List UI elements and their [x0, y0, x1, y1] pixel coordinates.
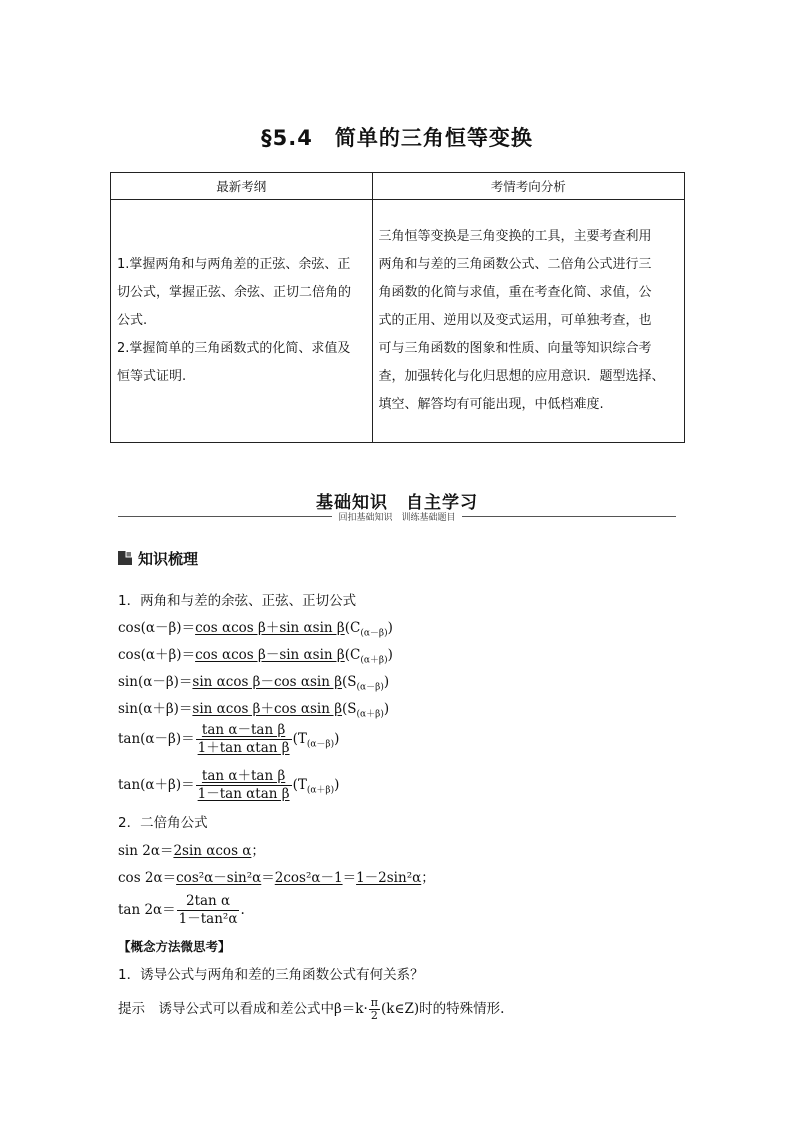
- formula-tan-difference: tan(α－β)＝ $\frac{\text{tan α－tan β}}{\text{1＋tan αtan β}}$ $(T_{(\alpha-\beta)})$: [118, 722, 340, 756]
- formula-lhs: sin(α－β)＝: [118, 674, 193, 690]
- text-line: 角函数的化简与求值，重在考查化简、求值，公: [378, 285, 652, 300]
- formula-tag: (C: [344, 620, 361, 636]
- formula-sin-double: sin 2α＝2sin αcos α；: [118, 843, 265, 859]
- formula-answer: cos αcos β＋sin αsin β: [195, 620, 345, 636]
- formula-tag-subscript: (α＋β): [306, 785, 335, 796]
- text-line: 公式.: [117, 313, 148, 328]
- formula-lhs: tan 2α＝: [118, 902, 176, 918]
- text-line: 查，加强转化与化归思想的应用意识．题型选择、: [378, 369, 665, 384]
- fraction-denominator: 2: [370, 1009, 378, 1022]
- hint-line: [118, 997, 504, 1022]
- table-header-row: [111, 173, 685, 200]
- section-title: 基础知识 自主学习: [316, 493, 478, 513]
- formula-answer: cos²α－sin²α: [176, 870, 262, 886]
- table-header-cell: 最新考纲: [111, 173, 373, 200]
- question-text: 1．诱导公式与两角和差的三角函数公式有何关系？: [118, 967, 424, 983]
- formula-tan-double: tan 2α＝ $\frac{\text{2tan α}}{\text{1－tan²α}}$ .: [118, 893, 245, 927]
- fraction-numerator: 2tan α: [177, 893, 240, 911]
- text-line: 两角和与差的三角函数公式、二倍角公式进行三: [378, 257, 652, 272]
- section-divider-right: [462, 516, 676, 517]
- formula-cos-difference: cos(α－β)＝cos αcos β＋sin αsin $\beta(C_{(\alpha-\beta)})$: [118, 620, 393, 639]
- formula-lhs: sin(α＋β)＝: [118, 701, 193, 717]
- text-line: 2.掌握简单的三角函数式的化简、求值及: [117, 341, 351, 356]
- formula-tag: (T: [292, 731, 307, 747]
- formula-answer: cos αcos β－sin αsin β: [195, 647, 345, 663]
- hint-text: 诱导公式可以看成和差公式中β＝k·: [158, 1001, 368, 1017]
- formula-tag-subscript: (α－β): [360, 628, 388, 639]
- page-title: §5.4 简单的三角恒等变换: [261, 126, 533, 150]
- fraction: [196, 722, 292, 757]
- formula-answer: 2cos²α－1: [274, 870, 343, 886]
- fraction-numerator: tan α－tan β: [196, 722, 292, 740]
- formula-tag-subscript: (α＋β): [360, 655, 388, 666]
- outline-left-cell: [111, 200, 373, 443]
- formula-tan-sum: tan(α＋β)＝ $\frac{\text{tan α＋tan β}}{\text{1－tan αtan β}}$ $(T_{(\alpha+\beta)})$: [118, 768, 340, 802]
- hint-label: 提示: [118, 1001, 145, 1017]
- fraction-denominator: 1－tan αtan β: [197, 786, 290, 802]
- fraction-numerator: π: [370, 996, 379, 1009]
- text-line: 三角恒等变换是三角变换的工具，主要考查利用: [378, 229, 652, 244]
- formula-answer: sin αcos β－cos αsin β: [192, 674, 343, 690]
- table-row: [111, 200, 685, 443]
- square-block-icon: [118, 551, 132, 565]
- formula-cos-double: cos 2α＝cos²α－sin²α＝2cos²α－1＝1－2sin²α；: [118, 870, 435, 886]
- formula-heading: 1．两角和与差的余弦、正弦、正切公式: [118, 593, 357, 609]
- text-line: 切公式，掌握正弦、余弦、正切二倍角的: [117, 285, 352, 300]
- text-line: 恒等式证明.: [117, 369, 187, 384]
- fraction: [177, 893, 240, 928]
- formula-lhs: cos 2α＝: [118, 870, 177, 886]
- table-header-cell: 考情考向分析: [372, 173, 684, 200]
- formula-tag-subscript: (α－β): [356, 682, 384, 693]
- formula-answer: sin αcos β＋cos αsin β: [192, 701, 343, 717]
- formula-tag: (S: [342, 674, 357, 690]
- knowledge-title: 知识梳理: [138, 550, 199, 568]
- formula-tag: (C: [344, 647, 361, 663]
- formula-lhs: cos(α－β)＝: [118, 620, 196, 636]
- outline-right-cell: [372, 200, 684, 443]
- text-line: 式的正用、逆用以及变式运用，可单独考查，也: [378, 313, 652, 328]
- formula-answer: 2sin αcos α: [173, 843, 252, 859]
- outline-table: [110, 172, 685, 443]
- formula-heading: 2．二倍角公式: [118, 815, 208, 831]
- formula-sin-difference: sin(α－β)＝sin αcos β－cos αsin $\beta(S_{(\alpha-\beta)})$: [118, 674, 390, 693]
- text-line: 1.掌握两角和与两角差的正弦、余弦、正: [117, 257, 351, 272]
- formula-lhs: cos(α＋β)＝: [118, 647, 196, 663]
- fraction-denominator: 1－tan²α: [178, 911, 238, 927]
- formula-tag-subscript: (α＋β): [356, 709, 384, 720]
- text-line: 填空、解答均有可能出现，中低档难度.: [378, 397, 604, 412]
- concept-label: 【概念方法微思考】: [118, 939, 231, 954]
- fraction-denominator: 1＋tan αtan β: [197, 740, 290, 756]
- section-subtitle: 回扣基础知识 训练基础题目: [338, 513, 456, 523]
- formula-tag: (T: [292, 777, 307, 793]
- formula-tag-subscript: (α－β): [306, 739, 335, 750]
- fraction-numerator: tan α＋tan β: [196, 768, 292, 786]
- text-line: 可与三角函数的图象和性质、向量等知识综合考: [378, 341, 652, 356]
- formula-tag: (S: [342, 701, 357, 717]
- formula-lhs: tan(α＋β)＝: [118, 777, 195, 793]
- formula-lhs: sin 2α＝: [118, 843, 174, 859]
- formula-cos-sum: cos(α＋β)＝cos αcos β－sin αsin $\beta(C_{(\alpha+\beta)})$: [118, 647, 393, 666]
- fraction: [196, 768, 292, 803]
- formula-sin-sum: sin(α＋β)＝sin αcos β＋cos αsin $\beta(S_{(\alpha+\beta)})$: [118, 701, 390, 720]
- hint-text: (k∈Z)时的特殊情形.: [381, 1001, 505, 1017]
- fraction: [369, 997, 380, 1022]
- formula-answer: 1－2sin²α: [356, 870, 422, 886]
- section-divider-left: [118, 516, 332, 517]
- formula-lhs: tan(α－β)＝: [118, 731, 195, 747]
